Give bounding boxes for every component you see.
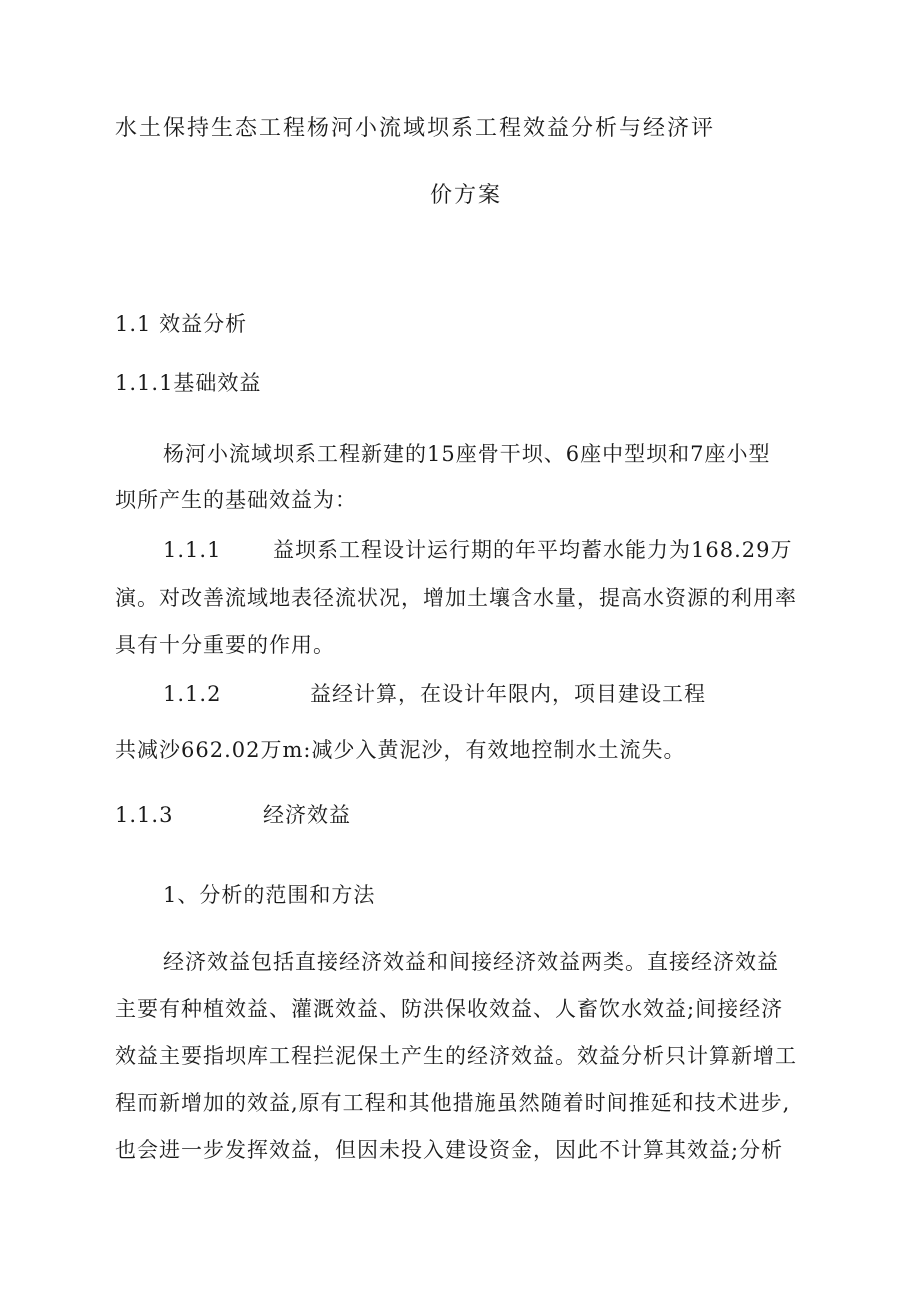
paragraph-line-2: 主要有种植效益、灌溉效益、防洪保收效益、人畜饮水效益;间接经济 [115,997,784,1021]
item-2-line-1: 益经计算，在设计年限内，项目建设工程 [310,682,706,706]
paragraph-line-1: 经济效益包括直接经济效益和间接经济效益两类。直接经济效益 [163,950,779,974]
section-heading-1-1: 1.1 效益分析 [115,312,248,336]
item-1-number: 1.1.1 [163,538,222,562]
item-2-number: 1.1.2 [163,682,222,706]
intro-line-2: 坝所产生的基础效益为： [115,488,357,512]
subsection-1-heading: 1、分析的范围和方法 [163,883,376,907]
item-1-line-2: 演。对改善流域地表径流状况，增加土壤含水量，提高水资源的利用率 [115,586,797,610]
section-heading-1-1-1: 1.1.1基础效益 [115,371,262,395]
item-1-line-1: 益坝系工程设计运行期的年平均蓄水能力为168.29万 [273,538,793,562]
paragraph-line-4: 程而新增加的效益,原有工程和其他措施虽然随着时间推延和技术进步, [115,1091,791,1115]
section-1-1-3-number: 1.1.3 [115,803,174,827]
intro-line-1: 杨河小流域坝系工程新建的15座骨干坝、6座中型坝和7座小型 [163,442,771,466]
section-1-1-3-label: 经济效益 [263,803,351,827]
document-title-line-1: 水土保持生态工程杨河小流域坝系工程效益分析与经济评 [115,116,716,141]
item-2-line-2: 共减沙662.02万m:减少入黄泥沙，有效地控制水土流失。 [115,738,686,762]
item-1-line-3: 具有十分重要的作用。 [115,633,335,657]
paragraph-line-5: 也会进一步发挥效益，但因未投入建设资金，因此不计算其效益;分析 [115,1138,784,1162]
document-title-line-2: 价方案 [430,183,503,208]
paragraph-line-3: 效益主要指坝库工程拦泥保土产生的经济效益。效益分析只计算新增工 [115,1044,797,1068]
